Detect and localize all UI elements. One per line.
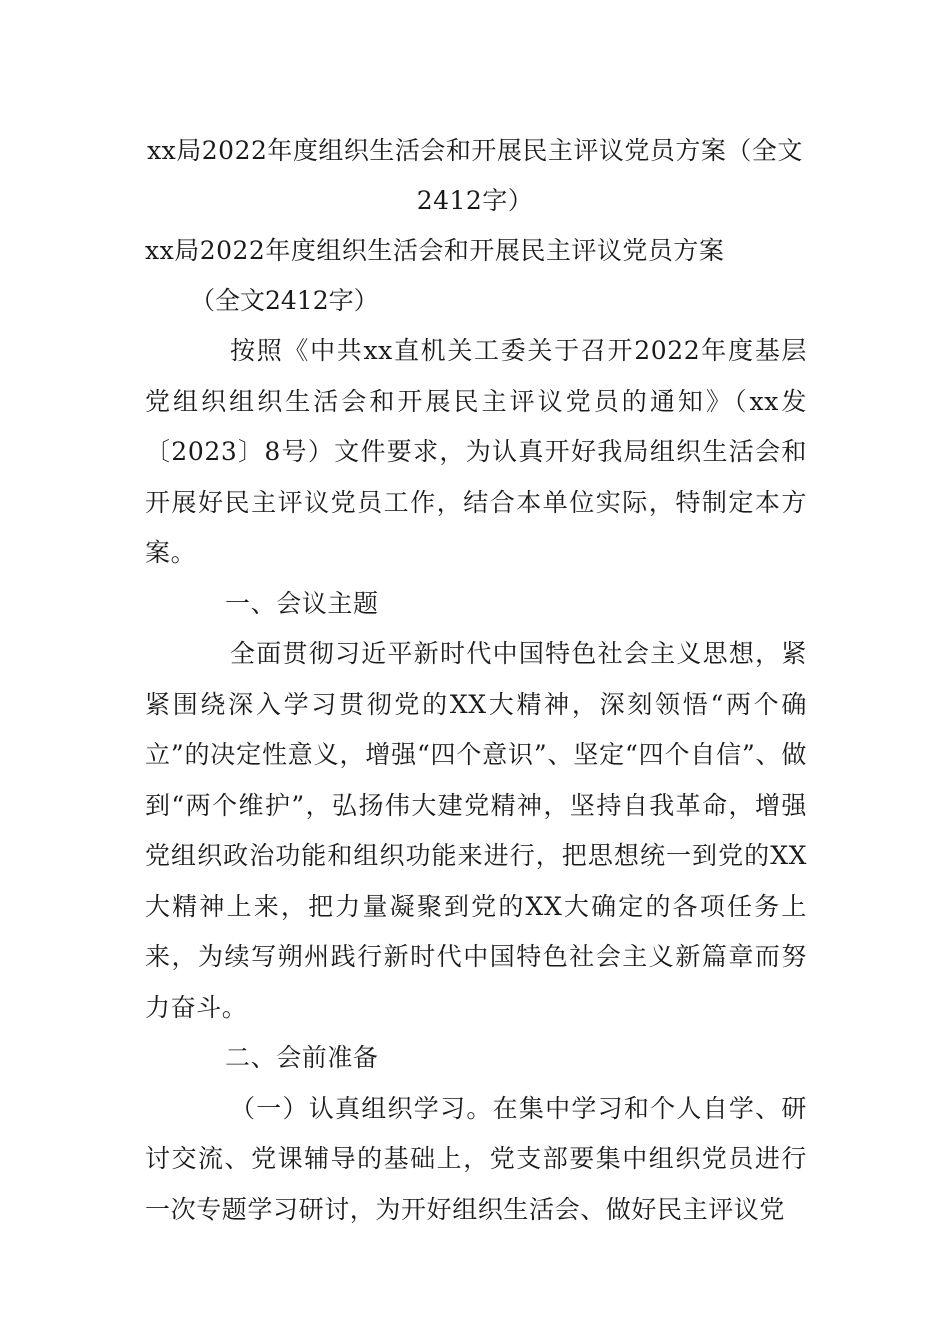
document-subtitle: xx局2022年度组织生活会和开展民主评议党员方案 (145, 236, 725, 265)
word-count: （全文2412字） (190, 286, 379, 315)
paragraph-intro: 按照《中共xx直机关工委关于召开2022年度基层党组织组织生活会和开展民主评议党员的通知》（xx发〔2023〕8号）文件要求，为认真开好我局组织生活会和开展好民主评议党员工作，结合本单位实际，特制定本方案。 (145, 336, 807, 567)
document-body (145, 326, 807, 1235)
section-heading-2: 二、会前准备 (225, 1043, 379, 1072)
section-heading-1: 一、会议主题 (225, 588, 379, 618)
paragraph-preparation: （一）认真组织学习。在集中学习和个人自学、研讨交流、党课辅导的基础上，党支部要集中组织党员进行一次专题学习研讨，为开好组织生活会、做好民主评议党 (145, 1093, 807, 1224)
paragraph-theme: 全面贯彻习近平新时代中国特色社会主义思想，紧紧围绕深入学习贯彻党的XX大精神，深刻领悟“两个确立”的决定性意义，增强“四个意识”、坚定“四个自信”、做到“两个维护”，弘扬伟大建党精神，坚持自我革命，增强党组织政治功能和组织功能来进行，把思想统一到党的XX大精神上来，把力量凝聚到党的XX大确定的各项任务上来，为续写朔州践行新时代中国特色社会主义新篇章而努力奋斗。 (145, 639, 807, 1022)
document-title: xx局2022年度组织生活会和开展民主评议党员方案（全文2412字） (147, 136, 803, 215)
